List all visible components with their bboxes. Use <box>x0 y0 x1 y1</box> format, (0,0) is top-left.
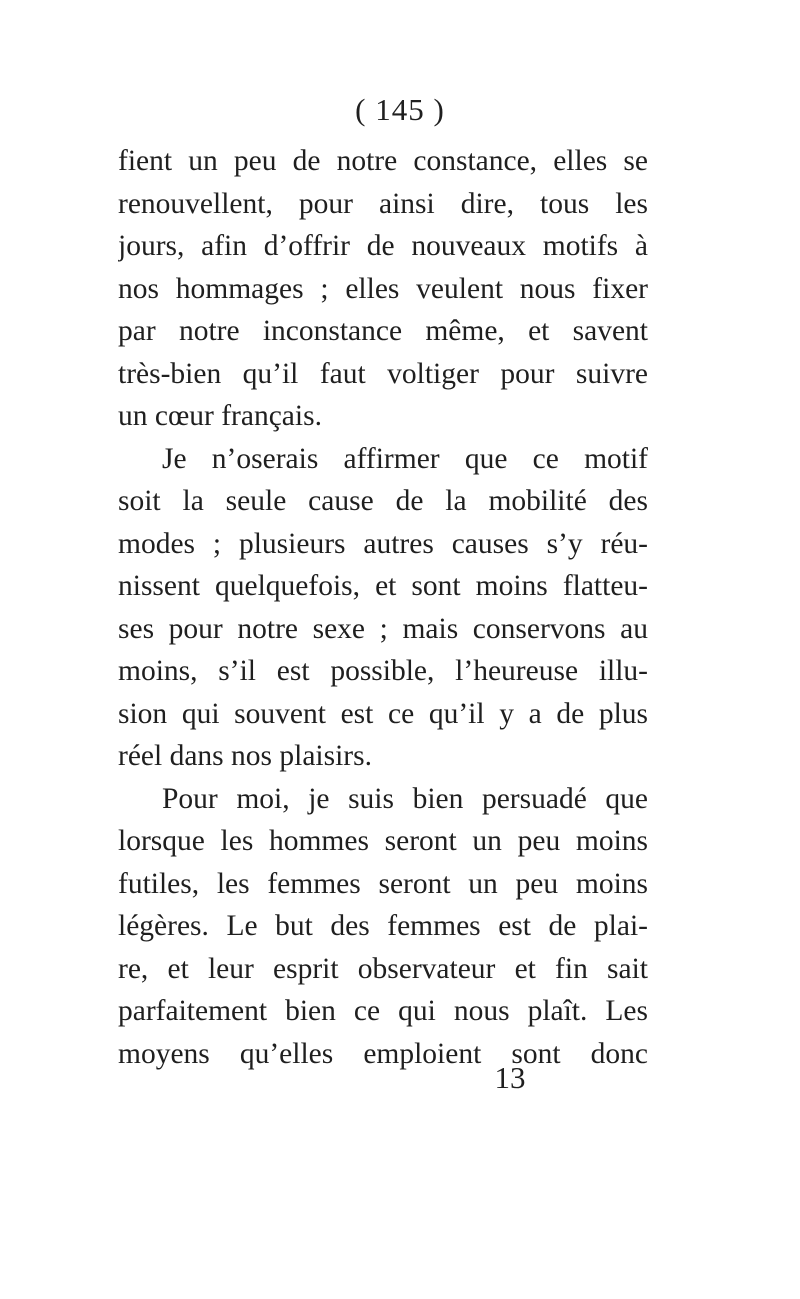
text-line: sion qui souvent est ce qu’il y a de plus <box>118 697 648 730</box>
text-line: modes ; plusieurs autres causes s’y réu- <box>118 527 648 560</box>
text-line: par notre inconstance même, et savent <box>118 315 648 347</box>
text-line: réel dans nos plaisirs. <box>118 740 372 772</box>
text-line: futiles, les femmes seront un peu moins <box>118 867 648 900</box>
text-line: jours, afin d’offrir de nouveaux motifs à <box>118 230 648 262</box>
paragraph <box>118 438 648 778</box>
text-line: nissent quelquefois, et sont moins flatteu- <box>118 570 648 602</box>
text-line: Je n’oserais affirmer que ce motif <box>162 442 648 475</box>
paragraph <box>118 778 648 1076</box>
text-line: Pour moi, je suis bien persuadé que <box>162 782 648 815</box>
text-line: soit la seule cause de la mobilité des <box>118 485 648 517</box>
text-line: très-bien qu’il faut voltiger pour suivre <box>118 357 648 390</box>
signature-mark: 13 <box>494 1060 526 1095</box>
text-line: nos hommages ; elles veulent nous fixer <box>118 272 648 305</box>
text-line: renouvellent, pour ainsi dire, tous les <box>118 187 648 220</box>
text-line: moins, s’il est possible, l’heureuse illu- <box>118 655 648 687</box>
text-line: fient un peu de notre constance, elles se <box>118 145 648 177</box>
text-line: légères. Le but des femmes est de plai- <box>118 910 648 942</box>
page-number: ( 145 ) <box>355 92 445 127</box>
text-line: re, et leur esprit observateur et fin sait <box>118 952 648 985</box>
text-line: moyens qu’elles emploient sont donc <box>118 1037 648 1070</box>
body-text <box>118 140 648 1075</box>
text-line: un cœur français. <box>118 400 322 432</box>
text-line: parfaitement bien ce qui nous plaît. Les <box>118 995 648 1027</box>
paragraph <box>118 140 648 438</box>
text-line: ses pour notre sexe ; mais conservons au <box>118 612 648 645</box>
text-line: lorsque les hommes seront un peu moins <box>118 825 648 857</box>
